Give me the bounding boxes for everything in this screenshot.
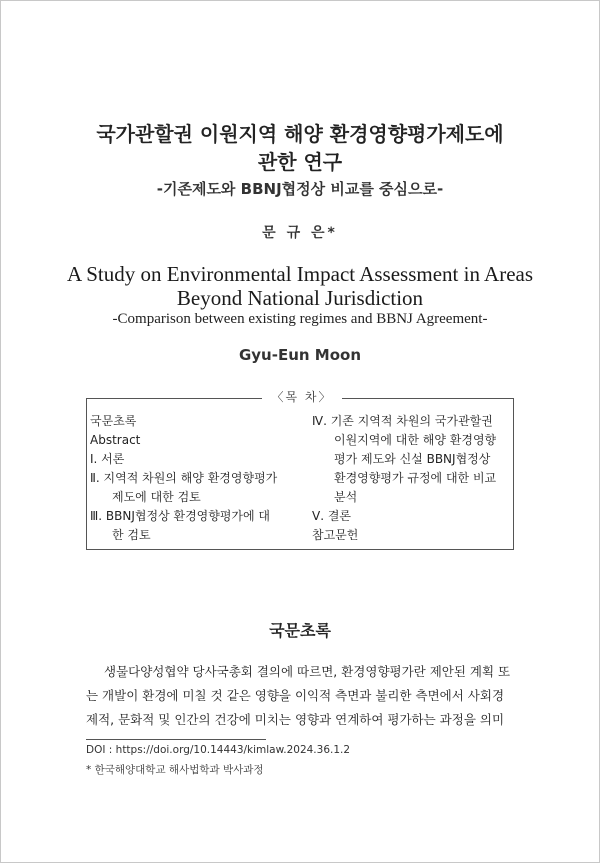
footnote-divider <box>86 739 266 740</box>
english-title-line-2: Beyond National Jurisdiction <box>176 286 424 310</box>
doi-footnote: DOI : https://doi.org/10.14443/kimlaw.2024.36.1.2 <box>86 744 351 756</box>
toc-item: 분석 <box>334 490 358 504</box>
toc-item: 환경영향평가 규정에 대한 비교 <box>334 471 497 485</box>
toc-item: Abstract <box>90 433 141 447</box>
toc-item: Ⅱ. 지역적 차원의 해양 환경영향평가 <box>90 471 278 485</box>
korean-title-line-1: 국가관할권 이원지역 해양 환경영향평가제도에 <box>96 122 504 146</box>
toc-item: Ⅲ. BBNJ협정상 환경영향평가에 대 <box>90 509 271 523</box>
toc-item: 제도에 대한 검토 <box>112 490 201 504</box>
korean-subtitle: -기존제도와 BBNJ협정상 비교를 중심으로- <box>156 180 444 198</box>
english-author: Gyu-Eun Moon <box>238 346 362 364</box>
toc-item: 국문초록 <box>90 414 137 428</box>
author-affiliation-footnote: * 한국해양대학교 해사법학과 박사과정 <box>86 764 264 776</box>
toc-item: 참고문헌 <box>312 528 359 542</box>
toc-item: 평가 제도와 신설 BBNJ협정상 <box>334 452 491 466</box>
abstract-line: 생물다양성협약 당사국총회 결의에 따르면, 환경영향평가란 제안된 계획 또 <box>104 664 511 679</box>
toc-right-column <box>312 412 512 545</box>
toc-left-column <box>90 412 300 545</box>
toc-label: 〈목 차〉 <box>262 388 342 405</box>
abstract-line: 는 개발이 환경에 미칠 것 같은 영향을 이익적 측면과 불리한 측면에서 사회경 <box>86 688 505 703</box>
abstract-body <box>86 660 516 732</box>
toc-item: Ⅴ. 결론 <box>312 509 352 523</box>
korean-author: 문 규 은* <box>262 225 338 241</box>
abstract-line: 제적, 문화적 및 인간의 건강에 미치는 영향과 연계하여 평가하는 과정을 의미 <box>86 712 505 727</box>
english-subtitle: -Comparison between existing regimes and BBNJ Agreement- <box>112 311 488 327</box>
toc-item: 이원지역에 대한 해양 환경영향 <box>334 433 497 447</box>
english-title-line-1: A Study on Environmental Impact Assessment in Areas <box>66 262 534 286</box>
toc-item: Ⅳ. 기존 지역적 차원의 국가관할권 <box>312 414 493 428</box>
abstract-heading: 국문초록 <box>269 621 331 640</box>
toc-item: 한 검토 <box>112 528 151 542</box>
korean-title-line-2: 관한 연구 <box>257 150 343 174</box>
toc-item: Ⅰ. 서론 <box>90 452 125 466</box>
